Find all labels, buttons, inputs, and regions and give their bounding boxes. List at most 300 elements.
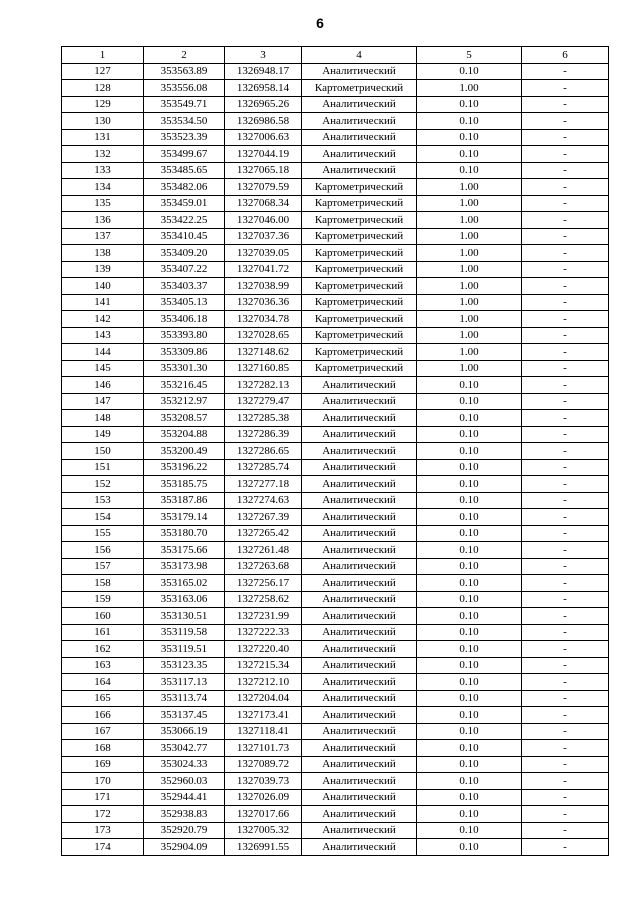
accuracy-cell: 1.00 xyxy=(417,80,522,97)
y-coordinate-cell: 1326965.26 xyxy=(225,96,302,113)
accuracy-cell: 1.00 xyxy=(417,261,522,278)
x-coordinate-cell: 353175.66 xyxy=(144,542,225,559)
method-cell: Аналитический xyxy=(302,426,417,443)
point-number-cell: 137 xyxy=(62,228,144,245)
accuracy-cell: 0.10 xyxy=(417,641,522,658)
x-coordinate-cell: 352920.79 xyxy=(144,822,225,839)
note-cell: - xyxy=(522,839,609,856)
accuracy-cell: 0.10 xyxy=(417,443,522,460)
method-cell: Картометрический xyxy=(302,294,417,311)
x-coordinate-cell: 353407.22 xyxy=(144,261,225,278)
accuracy-cell: 1.00 xyxy=(417,245,522,262)
method-cell: Аналитический xyxy=(302,459,417,476)
x-coordinate-cell: 353422.25 xyxy=(144,212,225,229)
y-coordinate-cell: 1327028.65 xyxy=(225,327,302,344)
column-header: 3 xyxy=(225,47,302,64)
point-number-cell: 145 xyxy=(62,360,144,377)
note-cell: - xyxy=(522,294,609,311)
note-cell: - xyxy=(522,542,609,559)
point-number-cell: 162 xyxy=(62,641,144,658)
table-row xyxy=(62,245,609,262)
method-cell: Аналитический xyxy=(302,113,417,130)
accuracy-cell: 0.10 xyxy=(417,575,522,592)
note-cell: - xyxy=(522,459,609,476)
point-number-cell: 131 xyxy=(62,129,144,146)
method-cell: Аналитический xyxy=(302,575,417,592)
method-cell: Аналитический xyxy=(302,525,417,542)
x-coordinate-cell: 353208.57 xyxy=(144,410,225,427)
point-number-cell: 163 xyxy=(62,657,144,674)
y-coordinate-cell: 1327046.00 xyxy=(225,212,302,229)
x-coordinate-cell: 353485.65 xyxy=(144,162,225,179)
y-coordinate-cell: 1327101.73 xyxy=(225,740,302,757)
point-number-cell: 134 xyxy=(62,179,144,196)
point-number-cell: 164 xyxy=(62,674,144,691)
accuracy-cell: 1.00 xyxy=(417,228,522,245)
point-number-cell: 173 xyxy=(62,822,144,839)
point-number-cell: 167 xyxy=(62,723,144,740)
y-coordinate-cell: 1327005.32 xyxy=(225,822,302,839)
x-coordinate-cell: 353119.58 xyxy=(144,624,225,641)
note-cell: - xyxy=(522,575,609,592)
table-row xyxy=(62,707,609,724)
y-coordinate-cell: 1327277.18 xyxy=(225,476,302,493)
point-number-cell: 171 xyxy=(62,789,144,806)
table-row xyxy=(62,195,609,212)
y-coordinate-cell: 1327038.99 xyxy=(225,278,302,295)
point-number-cell: 129 xyxy=(62,96,144,113)
y-coordinate-cell: 1327215.34 xyxy=(225,657,302,674)
accuracy-cell: 0.10 xyxy=(417,393,522,410)
x-coordinate-cell: 353185.75 xyxy=(144,476,225,493)
note-cell: - xyxy=(522,806,609,823)
method-cell: Картометрический xyxy=(302,278,417,295)
accuracy-cell: 0.10 xyxy=(417,690,522,707)
method-cell: Аналитический xyxy=(302,542,417,559)
table-row xyxy=(62,542,609,559)
point-number-cell: 147 xyxy=(62,393,144,410)
note-cell: - xyxy=(522,707,609,724)
point-number-cell: 160 xyxy=(62,608,144,625)
table-row xyxy=(62,558,609,575)
table-row xyxy=(62,624,609,641)
accuracy-cell: 0.10 xyxy=(417,96,522,113)
point-number-cell: 154 xyxy=(62,509,144,526)
method-cell: Аналитический xyxy=(302,707,417,724)
table-row xyxy=(62,822,609,839)
y-coordinate-cell: 1327286.65 xyxy=(225,443,302,460)
point-number-cell: 138 xyxy=(62,245,144,262)
x-coordinate-cell: 353165.02 xyxy=(144,575,225,592)
note-cell: - xyxy=(522,113,609,130)
y-coordinate-cell: 1327220.40 xyxy=(225,641,302,658)
table-header-row xyxy=(62,47,609,64)
accuracy-cell: 1.00 xyxy=(417,360,522,377)
y-coordinate-cell: 1327256.17 xyxy=(225,575,302,592)
point-number-cell: 142 xyxy=(62,311,144,328)
method-cell: Аналитический xyxy=(302,558,417,575)
point-number-cell: 151 xyxy=(62,459,144,476)
table-row xyxy=(62,377,609,394)
point-number-cell: 144 xyxy=(62,344,144,361)
note-cell: - xyxy=(522,690,609,707)
method-cell: Аналитический xyxy=(302,129,417,146)
method-cell: Аналитический xyxy=(302,806,417,823)
y-coordinate-cell: 1326991.55 xyxy=(225,839,302,856)
point-number-cell: 158 xyxy=(62,575,144,592)
y-coordinate-cell: 1326986.58 xyxy=(225,113,302,130)
point-number-cell: 139 xyxy=(62,261,144,278)
coordinates-table xyxy=(61,46,609,856)
point-number-cell: 140 xyxy=(62,278,144,295)
x-coordinate-cell: 353042.77 xyxy=(144,740,225,757)
note-cell: - xyxy=(522,245,609,262)
accuracy-cell: 0.10 xyxy=(417,624,522,641)
accuracy-cell: 0.10 xyxy=(417,476,522,493)
y-coordinate-cell: 1327258.62 xyxy=(225,591,302,608)
x-coordinate-cell: 353187.86 xyxy=(144,492,225,509)
accuracy-cell: 0.10 xyxy=(417,789,522,806)
y-coordinate-cell: 1327026.09 xyxy=(225,789,302,806)
table-row xyxy=(62,591,609,608)
accuracy-cell: 1.00 xyxy=(417,212,522,229)
x-coordinate-cell: 353024.33 xyxy=(144,756,225,773)
x-coordinate-cell: 353459.01 xyxy=(144,195,225,212)
note-cell: - xyxy=(522,360,609,377)
table-row xyxy=(62,476,609,493)
x-coordinate-cell: 353216.45 xyxy=(144,377,225,394)
y-coordinate-cell: 1327079.59 xyxy=(225,179,302,196)
method-cell: Аналитический xyxy=(302,822,417,839)
note-cell: - xyxy=(522,63,609,80)
note-cell: - xyxy=(522,393,609,410)
method-cell: Картометрический xyxy=(302,245,417,262)
point-number-cell: 143 xyxy=(62,327,144,344)
note-cell: - xyxy=(522,740,609,757)
x-coordinate-cell: 353204.88 xyxy=(144,426,225,443)
method-cell: Картометрический xyxy=(302,344,417,361)
note-cell: - xyxy=(522,509,609,526)
accuracy-cell: 0.10 xyxy=(417,839,522,856)
table-row xyxy=(62,690,609,707)
method-cell: Аналитический xyxy=(302,476,417,493)
x-coordinate-cell: 353200.49 xyxy=(144,443,225,460)
y-coordinate-cell: 1327039.05 xyxy=(225,245,302,262)
table-row xyxy=(62,657,609,674)
x-coordinate-cell: 353163.06 xyxy=(144,591,225,608)
method-cell: Картометрический xyxy=(302,360,417,377)
y-coordinate-cell: 1327204.04 xyxy=(225,690,302,707)
y-coordinate-cell: 1327285.74 xyxy=(225,459,302,476)
accuracy-cell: 0.10 xyxy=(417,558,522,575)
table-row xyxy=(62,641,609,658)
point-number-cell: 155 xyxy=(62,525,144,542)
x-coordinate-cell: 353410.45 xyxy=(144,228,225,245)
x-coordinate-cell: 352904.09 xyxy=(144,839,225,856)
table-row xyxy=(62,443,609,460)
note-cell: - xyxy=(522,212,609,229)
point-number-cell: 161 xyxy=(62,624,144,641)
note-cell: - xyxy=(522,80,609,97)
note-cell: - xyxy=(522,162,609,179)
note-cell: - xyxy=(522,476,609,493)
y-coordinate-cell: 1327006.63 xyxy=(225,129,302,146)
table-row xyxy=(62,146,609,163)
method-cell: Аналитический xyxy=(302,96,417,113)
x-coordinate-cell: 353301.30 xyxy=(144,360,225,377)
y-coordinate-cell: 1327148.62 xyxy=(225,344,302,361)
point-number-cell: 156 xyxy=(62,542,144,559)
accuracy-cell: 0.10 xyxy=(417,723,522,740)
method-cell: Картометрический xyxy=(302,327,417,344)
accuracy-cell: 0.10 xyxy=(417,608,522,625)
table-row xyxy=(62,179,609,196)
point-number-cell: 127 xyxy=(62,63,144,80)
accuracy-cell: 0.10 xyxy=(417,707,522,724)
note-cell: - xyxy=(522,426,609,443)
accuracy-cell: 0.10 xyxy=(417,146,522,163)
table-row xyxy=(62,294,609,311)
note-cell: - xyxy=(522,674,609,691)
method-cell: Картометрический xyxy=(302,311,417,328)
accuracy-cell: 0.10 xyxy=(417,525,522,542)
method-cell: Аналитический xyxy=(302,509,417,526)
y-coordinate-cell: 1327037.36 xyxy=(225,228,302,245)
method-cell: Аналитический xyxy=(302,63,417,80)
x-coordinate-cell: 353499.67 xyxy=(144,146,225,163)
column-header: 6 xyxy=(522,47,609,64)
table-row xyxy=(62,723,609,740)
x-coordinate-cell: 352960.03 xyxy=(144,773,225,790)
x-coordinate-cell: 353137.45 xyxy=(144,707,225,724)
accuracy-cell: 0.10 xyxy=(417,674,522,691)
accuracy-cell: 0.10 xyxy=(417,162,522,179)
y-coordinate-cell: 1327065.18 xyxy=(225,162,302,179)
point-number-cell: 128 xyxy=(62,80,144,97)
point-number-cell: 135 xyxy=(62,195,144,212)
point-number-cell: 146 xyxy=(62,377,144,394)
y-coordinate-cell: 1327286.39 xyxy=(225,426,302,443)
method-cell: Аналитический xyxy=(302,162,417,179)
table-row xyxy=(62,212,609,229)
x-coordinate-cell: 353123.35 xyxy=(144,657,225,674)
x-coordinate-cell: 353534.50 xyxy=(144,113,225,130)
accuracy-cell: 0.10 xyxy=(417,492,522,509)
x-coordinate-cell: 353196.22 xyxy=(144,459,225,476)
y-coordinate-cell: 1327017.66 xyxy=(225,806,302,823)
method-cell: Аналитический xyxy=(302,591,417,608)
note-cell: - xyxy=(522,492,609,509)
y-coordinate-cell: 1327285.38 xyxy=(225,410,302,427)
accuracy-cell: 1.00 xyxy=(417,179,522,196)
point-number-cell: 159 xyxy=(62,591,144,608)
y-coordinate-cell: 1327036.36 xyxy=(225,294,302,311)
x-coordinate-cell: 353556.08 xyxy=(144,80,225,97)
x-coordinate-cell: 353523.39 xyxy=(144,129,225,146)
x-coordinate-cell: 353393.80 xyxy=(144,327,225,344)
method-cell: Аналитический xyxy=(302,608,417,625)
note-cell: - xyxy=(522,525,609,542)
method-cell: Картометрический xyxy=(302,228,417,245)
table-row xyxy=(62,261,609,278)
point-number-cell: 148 xyxy=(62,410,144,427)
accuracy-cell: 0.10 xyxy=(417,63,522,80)
method-cell: Аналитический xyxy=(302,789,417,806)
table-row xyxy=(62,492,609,509)
point-number-cell: 169 xyxy=(62,756,144,773)
accuracy-cell: 0.10 xyxy=(417,657,522,674)
x-coordinate-cell: 353119.51 xyxy=(144,641,225,658)
point-number-cell: 165 xyxy=(62,690,144,707)
x-coordinate-cell: 353309.86 xyxy=(144,344,225,361)
page-number: 6 xyxy=(316,15,324,31)
x-coordinate-cell: 353173.98 xyxy=(144,558,225,575)
method-cell: Аналитический xyxy=(302,657,417,674)
x-coordinate-cell: 352944.41 xyxy=(144,789,225,806)
y-coordinate-cell: 1327265.42 xyxy=(225,525,302,542)
y-coordinate-cell: 1327089.72 xyxy=(225,756,302,773)
point-number-cell: 130 xyxy=(62,113,144,130)
note-cell: - xyxy=(522,228,609,245)
point-number-cell: 168 xyxy=(62,740,144,757)
point-number-cell: 141 xyxy=(62,294,144,311)
table-row xyxy=(62,459,609,476)
column-header: 5 xyxy=(417,47,522,64)
note-cell: - xyxy=(522,641,609,658)
y-coordinate-cell: 1327231.99 xyxy=(225,608,302,625)
note-cell: - xyxy=(522,789,609,806)
column-header: 2 xyxy=(144,47,225,64)
x-coordinate-cell: 353406.18 xyxy=(144,311,225,328)
y-coordinate-cell: 1327173.41 xyxy=(225,707,302,724)
point-number-cell: 150 xyxy=(62,443,144,460)
accuracy-cell: 0.10 xyxy=(417,509,522,526)
point-number-cell: 152 xyxy=(62,476,144,493)
table-row xyxy=(62,525,609,542)
table-row xyxy=(62,839,609,856)
note-cell: - xyxy=(522,624,609,641)
point-number-cell: 166 xyxy=(62,707,144,724)
method-cell: Картометрический xyxy=(302,195,417,212)
method-cell: Аналитический xyxy=(302,492,417,509)
note-cell: - xyxy=(522,410,609,427)
table-row xyxy=(62,327,609,344)
note-cell: - xyxy=(522,179,609,196)
method-cell: Аналитический xyxy=(302,773,417,790)
x-coordinate-cell: 353180.70 xyxy=(144,525,225,542)
accuracy-cell: 0.10 xyxy=(417,756,522,773)
note-cell: - xyxy=(522,591,609,608)
table-row xyxy=(62,311,609,328)
y-coordinate-cell: 1327118.41 xyxy=(225,723,302,740)
accuracy-cell: 1.00 xyxy=(417,327,522,344)
method-cell: Аналитический xyxy=(302,641,417,658)
accuracy-cell: 0.10 xyxy=(417,113,522,130)
table-row xyxy=(62,113,609,130)
accuracy-cell: 1.00 xyxy=(417,311,522,328)
accuracy-cell: 0.10 xyxy=(417,740,522,757)
accuracy-cell: 0.10 xyxy=(417,410,522,427)
y-coordinate-cell: 1327044.19 xyxy=(225,146,302,163)
y-coordinate-cell: 1327279.47 xyxy=(225,393,302,410)
note-cell: - xyxy=(522,773,609,790)
method-cell: Аналитический xyxy=(302,377,417,394)
y-coordinate-cell: 1327041.72 xyxy=(225,261,302,278)
method-cell: Аналитический xyxy=(302,723,417,740)
column-header: 4 xyxy=(302,47,417,64)
y-coordinate-cell: 1327034.78 xyxy=(225,311,302,328)
x-coordinate-cell: 353403.37 xyxy=(144,278,225,295)
note-cell: - xyxy=(522,129,609,146)
point-number-cell: 157 xyxy=(62,558,144,575)
note-cell: - xyxy=(522,377,609,394)
method-cell: Аналитический xyxy=(302,443,417,460)
accuracy-cell: 0.10 xyxy=(417,542,522,559)
x-coordinate-cell: 353117.13 xyxy=(144,674,225,691)
accuracy-cell: 1.00 xyxy=(417,278,522,295)
method-cell: Аналитический xyxy=(302,740,417,757)
table-row xyxy=(62,773,609,790)
x-coordinate-cell: 353130.51 xyxy=(144,608,225,625)
point-number-cell: 133 xyxy=(62,162,144,179)
point-number-cell: 172 xyxy=(62,806,144,823)
x-coordinate-cell: 353113.74 xyxy=(144,690,225,707)
accuracy-cell: 1.00 xyxy=(417,294,522,311)
note-cell: - xyxy=(522,278,609,295)
note-cell: - xyxy=(522,443,609,460)
x-coordinate-cell: 353212.97 xyxy=(144,393,225,410)
table-row xyxy=(62,80,609,97)
note-cell: - xyxy=(522,608,609,625)
table-row xyxy=(62,360,609,377)
y-coordinate-cell: 1327282.13 xyxy=(225,377,302,394)
method-cell: Картометрический xyxy=(302,212,417,229)
accuracy-cell: 0.10 xyxy=(417,822,522,839)
x-coordinate-cell: 353482.06 xyxy=(144,179,225,196)
method-cell: Аналитический xyxy=(302,410,417,427)
note-cell: - xyxy=(522,146,609,163)
x-coordinate-cell: 353405.13 xyxy=(144,294,225,311)
accuracy-cell: 0.10 xyxy=(417,806,522,823)
x-coordinate-cell: 353549.71 xyxy=(144,96,225,113)
table-row xyxy=(62,426,609,443)
table-row xyxy=(62,740,609,757)
table-row xyxy=(62,162,609,179)
y-coordinate-cell: 1327039.73 xyxy=(225,773,302,790)
table-row xyxy=(62,756,609,773)
table-body xyxy=(62,63,609,855)
method-cell: Аналитический xyxy=(302,146,417,163)
accuracy-cell: 0.10 xyxy=(417,773,522,790)
y-coordinate-cell: 1327160.85 xyxy=(225,360,302,377)
accuracy-cell: 0.10 xyxy=(417,129,522,146)
table-row xyxy=(62,789,609,806)
y-coordinate-cell: 1327263.68 xyxy=(225,558,302,575)
point-number-cell: 136 xyxy=(62,212,144,229)
method-cell: Аналитический xyxy=(302,690,417,707)
table-row xyxy=(62,674,609,691)
accuracy-cell: 1.00 xyxy=(417,344,522,361)
method-cell: Аналитический xyxy=(302,393,417,410)
x-coordinate-cell: 353066.19 xyxy=(144,723,225,740)
x-coordinate-cell: 353179.14 xyxy=(144,509,225,526)
accuracy-cell: 1.00 xyxy=(417,195,522,212)
table-row xyxy=(62,410,609,427)
point-number-cell: 174 xyxy=(62,839,144,856)
x-coordinate-cell: 353563.89 xyxy=(144,63,225,80)
x-coordinate-cell: 353409.20 xyxy=(144,245,225,262)
point-number-cell: 132 xyxy=(62,146,144,163)
